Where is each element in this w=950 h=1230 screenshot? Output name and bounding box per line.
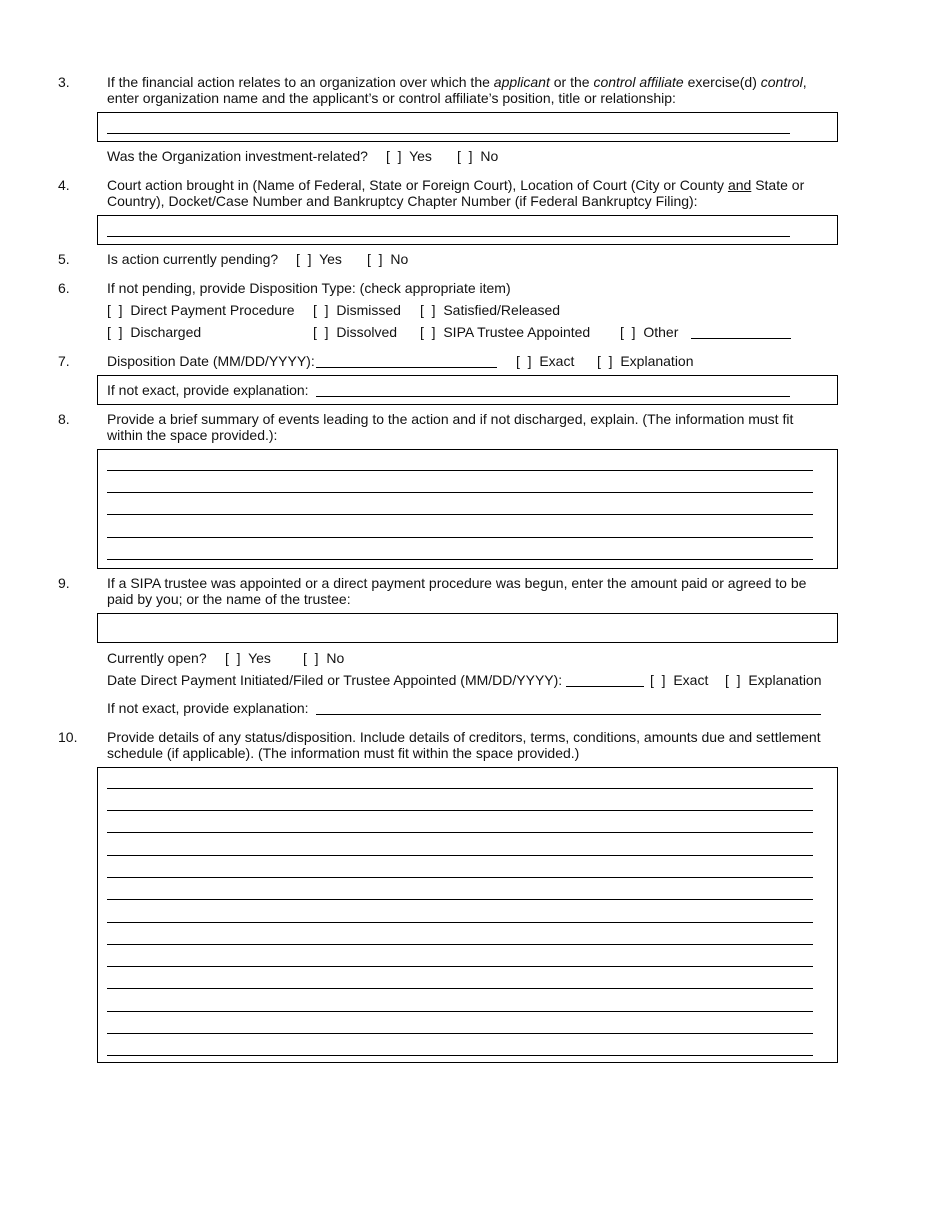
q6-option-dismissed[interactable]: [ ] Dismissed [313,302,401,318]
q9-exact-option[interactable]: [ ] Exact [650,672,709,688]
q3-yes-checkbox[interactable]: [ ] [386,148,402,164]
q6-dissolved-checkbox[interactable]: [ ] [313,324,329,340]
q7-number: 7. [58,353,70,369]
q6-option-direct-payment[interactable]: [ ] Direct Payment Procedure [107,302,295,318]
q6-number: 6. [58,280,70,296]
q3-no-checkbox[interactable]: [ ] [457,148,473,164]
q7-explanation-box[interactable] [97,375,838,405]
q8-text-line1: Provide a brief summary of events leading to the action and if not discharged, explain. (The information must fit [107,411,794,427]
q9-explanation-option[interactable]: [ ] Explanation [725,672,822,688]
q8-line[interactable] [107,470,813,471]
q6-other-checkbox[interactable]: [ ] [620,324,636,340]
q7-explanation-line[interactable] [316,396,790,397]
q7-explanation-checkbox[interactable]: [ ] [597,353,613,369]
q10-text-line2: schedule (if applicable). (The information must fit within the space provided.) [107,745,580,761]
q3-text-line1: If the financial action relates to an organization over which the applicant or the control affiliate exercise(d) control, [107,74,807,90]
q6-discharged-checkbox[interactable]: [ ] [107,324,123,340]
q3-org-line[interactable] [107,133,790,134]
q4-court-line[interactable] [107,236,790,237]
q6-option-other[interactable]: [ ] Other [620,324,679,340]
q4-text-line2: Country), Docket/Case Number and Bankruptcy Chapter Number (if Federal Bankruptcy Filing): [107,193,698,209]
q9-explanation-line[interactable] [316,714,821,715]
q3-investment-question: Was the Organization investment-related? [107,148,368,164]
q6-option-dissolved[interactable]: [ ] Dissolved [313,324,398,340]
q8-summary-box[interactable] [97,449,838,569]
q4-text-line1: Court action brought in (Name of Federal, State or Foreign Court), Location of Court (City or County and State or [107,177,805,193]
q6-text: If not pending, provide Disposition Type: (check appropriate item) [107,280,511,296]
q10-line[interactable] [107,1033,813,1034]
q3-org-box[interactable] [97,112,838,142]
q3-no-option[interactable]: [ ] No [457,148,499,164]
q6-satisfied-checkbox[interactable]: [ ] [420,302,436,318]
q10-line[interactable] [107,1011,813,1012]
q5-yes-checkbox[interactable]: [ ] [296,251,312,267]
q7-text: Disposition Date (MM/DD/YYYY): [107,353,315,369]
q3-yes-option[interactable]: [ ] Yes [386,148,432,164]
q10-line[interactable] [107,966,813,967]
q10-line[interactable] [107,832,813,833]
q5-number: 5. [58,251,70,267]
q8-line[interactable] [107,559,813,560]
q8-line[interactable] [107,514,813,515]
q9-number: 9. [58,575,70,591]
q6-other-field[interactable] [691,338,791,339]
q7-exact-option[interactable]: [ ] Exact [516,353,575,369]
q9-no-checkbox[interactable]: [ ] [303,650,319,666]
q10-details-box[interactable] [97,767,838,1063]
q3-text-line2: enter organization name and the applicant’s or control affiliate’s position, title or relationship: [107,90,676,106]
q3-number: 3. [58,74,70,90]
q7-date-field[interactable] [316,367,497,368]
q9-date-field[interactable] [566,686,644,687]
q5-yes-option[interactable]: [ ] Yes [296,251,342,267]
q4-number: 4. [58,177,70,193]
q10-line[interactable] [107,788,813,789]
q7-if-not-exact-label: If not exact, provide explanation: [107,382,309,398]
q9-text-line1: If a SIPA trustee was appointed or a direct payment procedure was begun, enter the amount paid or agreed to be [107,575,807,591]
q10-number: 10. [58,729,78,745]
q9-if-not-exact-label: If not exact, provide explanation: [107,700,309,716]
q10-line[interactable] [107,855,813,856]
q10-line[interactable] [107,944,813,945]
q5-no-checkbox[interactable]: [ ] [367,251,383,267]
q7-exact-checkbox[interactable]: [ ] [516,353,532,369]
q9-date-label: Date Direct Payment Initiated/Filed or Trustee Appointed (MM/DD/YYYY): [107,672,563,688]
q9-no-option[interactable]: [ ] No [303,650,345,666]
q9-yes-option[interactable]: [ ] Yes [225,650,271,666]
q8-number: 8. [58,411,70,427]
q9-exact-checkbox[interactable]: [ ] [650,672,666,688]
q10-line[interactable] [107,1055,813,1056]
q10-line[interactable] [107,922,813,923]
q5-no-option[interactable]: [ ] No [367,251,409,267]
q6-direct-payment-checkbox[interactable]: [ ] [107,302,123,318]
q8-line[interactable] [107,537,813,538]
q4-court-box[interactable] [97,215,838,245]
q9-yes-checkbox[interactable]: [ ] [225,650,241,666]
q6-option-sipa[interactable]: [ ] SIPA Trustee Appointed [420,324,591,340]
q10-text-line1: Provide details of any status/disposition. Include details of creditors, terms, conditions, amounts due and settlement [107,729,821,745]
q10-line[interactable] [107,877,813,878]
q10-line[interactable] [107,810,813,811]
q6-option-discharged[interactable]: [ ] Discharged [107,324,202,340]
q7-explanation-option[interactable]: [ ] Explanation [597,353,694,369]
q10-line[interactable] [107,899,813,900]
q9-amount-box[interactable] [97,613,838,643]
q9-text-line2: paid by you; or the name of the trustee: [107,591,351,607]
q9-explanation-checkbox[interactable]: [ ] [725,672,741,688]
q10-line[interactable] [107,988,813,989]
q6-dismissed-checkbox[interactable]: [ ] [313,302,329,318]
q6-option-satisfied[interactable]: [ ] Satisfied/Released [420,302,561,318]
q6-sipa-checkbox[interactable]: [ ] [420,324,436,340]
q8-line[interactable] [107,492,813,493]
q9-currently-open-label: Currently open? [107,650,207,666]
q8-text-line2: within the space provided.): [107,427,278,443]
q5-text: Is action currently pending? [107,251,279,267]
